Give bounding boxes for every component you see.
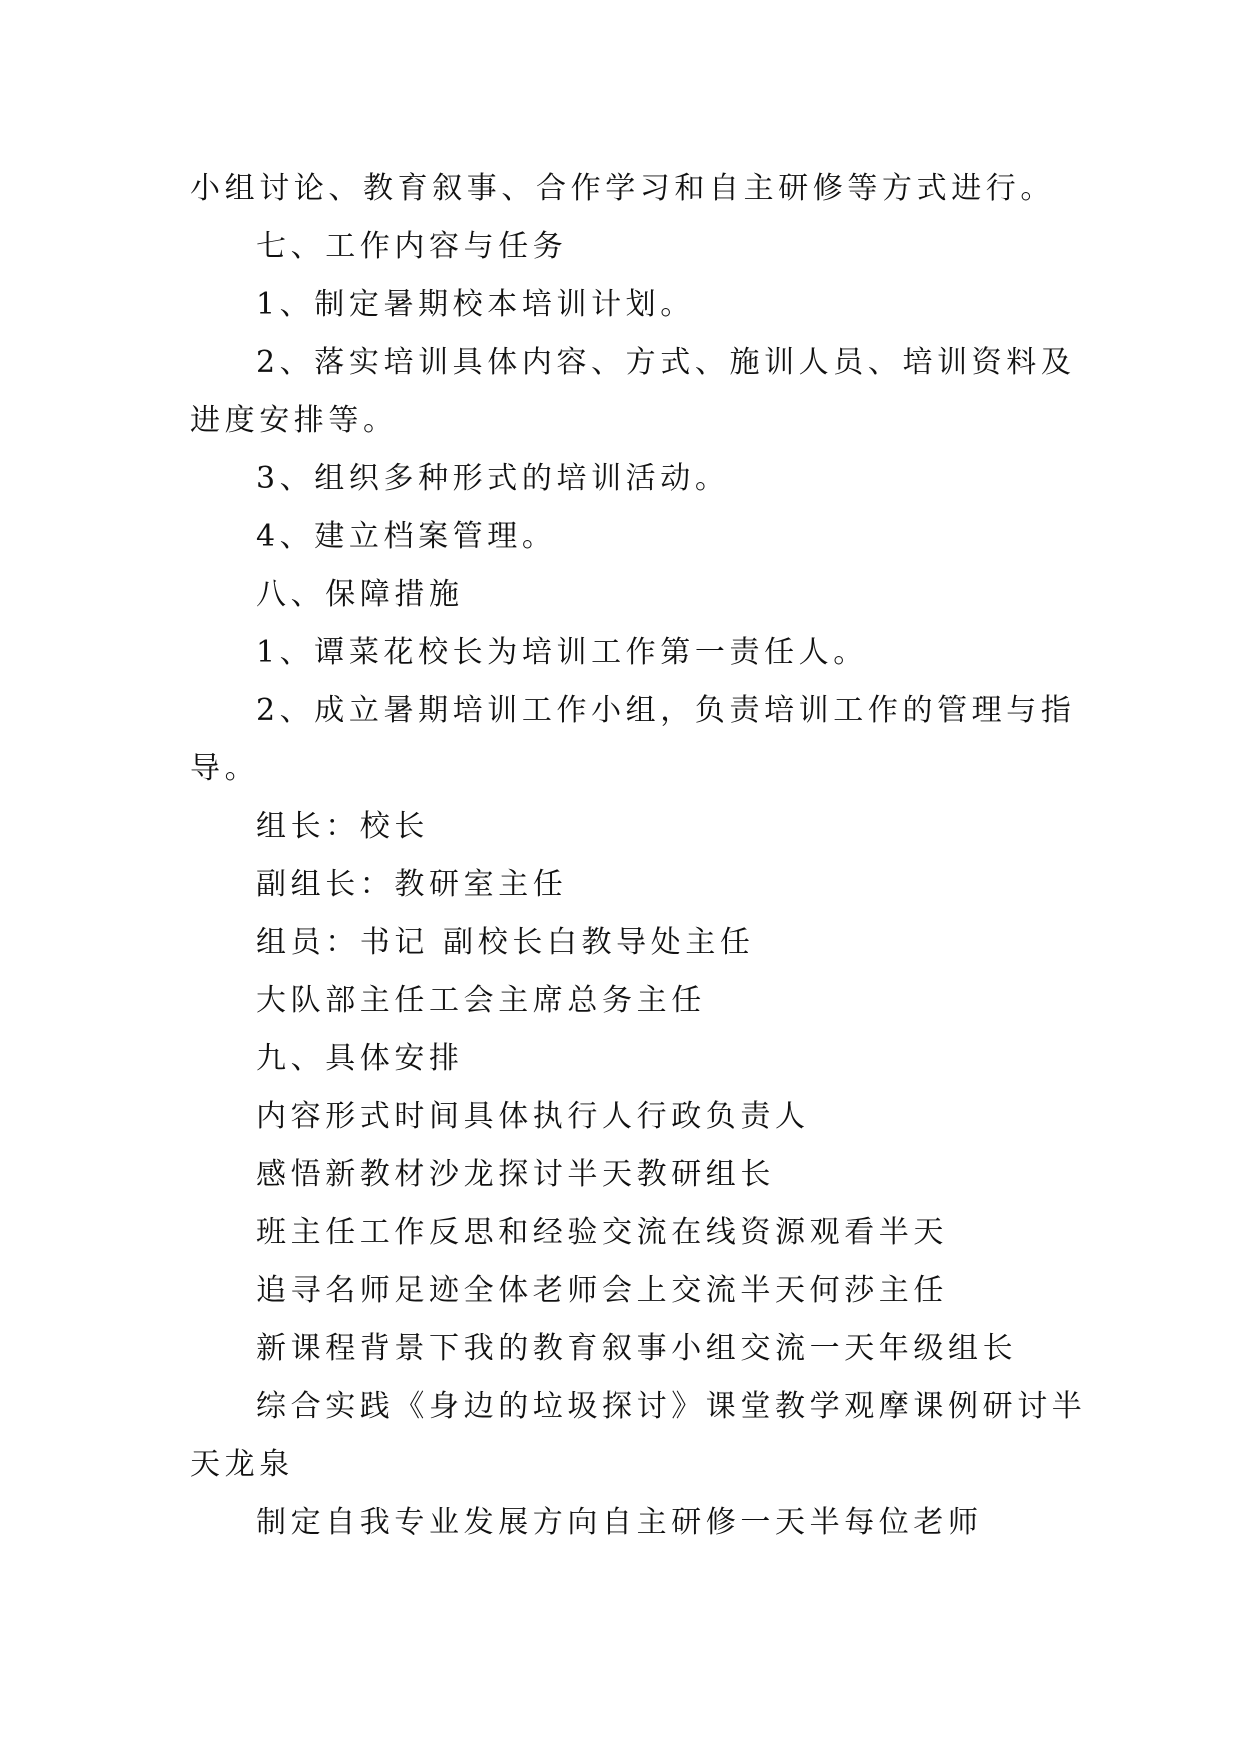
- schedule-line: 综合实践《身边的垃圾探讨》课堂教学观摩课例研讨半: [256, 1389, 1087, 1424]
- list-item: 2、成立暑期培训工作小组，负责培训工作的管理与指: [256, 693, 1076, 728]
- paragraph-line: 进度安排等。: [190, 403, 398, 438]
- paragraph-line: 副组长：教研室主任: [256, 867, 568, 902]
- list-item: 4、建立档案管理。: [256, 519, 557, 554]
- section-heading: 七、工作内容与任务: [256, 229, 568, 264]
- document-body: [190, 160, 1087, 1552]
- paragraph-line: 大队部主任工会主席总务主任: [256, 983, 706, 1018]
- schedule-line: 感悟新教材沙龙探讨半天教研组长: [256, 1157, 775, 1192]
- paragraph-line: 天龙泉: [190, 1447, 294, 1482]
- list-item: 2、落实培训具体内容、方式、施训人员、培训资料及: [256, 345, 1076, 380]
- schedule-line: 制定自我专业发展方向自主研修一天半每位老师: [256, 1505, 983, 1540]
- schedule-line: 新课程背景下我的教育叙事小组交流一天年级组长: [256, 1331, 1018, 1366]
- paragraph-line: 小组讨论、教育叙事、合作学习和自主研修等方式进行。: [190, 171, 1055, 206]
- list-item: 1、制定暑期校本培训计划。: [256, 287, 695, 322]
- list-item: 1、谭菜花校长为培训工作第一责任人。: [256, 635, 868, 670]
- paragraph-line: 导。: [190, 751, 260, 786]
- schedule-line: 班主任工作反思和经验交流在线资源观看半天: [256, 1215, 948, 1250]
- schedule-line: 内容形式时间具体执行人行政负责人: [256, 1099, 810, 1134]
- section-heading: 八、保障措施: [256, 577, 464, 612]
- paragraph-line: 组员：书记 副校长白教导处主任: [256, 925, 755, 960]
- section-heading: 九、具体安排: [256, 1041, 464, 1076]
- list-item: 3、组织多种形式的培训活动。: [256, 461, 730, 496]
- schedule-line: 追寻名师足迹全体老师会上交流半天何莎主任: [256, 1273, 948, 1308]
- paragraph-line: 组长：校长: [256, 809, 429, 844]
